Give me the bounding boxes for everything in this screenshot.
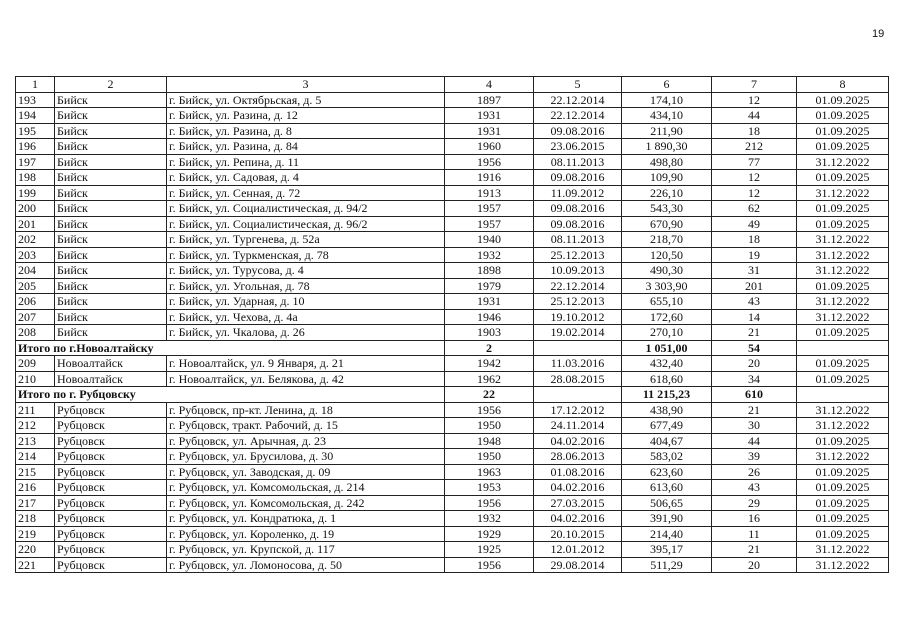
year-built-cell: 1925 [445,542,534,558]
residents-count-cell: 12 [712,92,797,108]
deadline-date-cell: 31.12.2022 [797,185,889,201]
inspection-date-cell: 04.02.2016 [534,480,622,496]
row-number-cell: 200 [16,201,55,217]
deadline-date-cell: 31.12.2022 [797,557,889,573]
address-cell: г. Рубцовск, ул. Кондратюка, д. 1 [167,511,445,527]
subtotal-row [16,387,889,403]
year-built-cell: 1957 [445,216,534,232]
row-number-cell: 205 [16,278,55,294]
inspection-date-cell: 04.02.2016 [534,511,622,527]
inspection-date-cell: 11.03.2016 [534,356,622,372]
row-number-cell: 197 [16,154,55,170]
row-number-cell: 194 [16,108,55,124]
city-name-cell: Бийск [55,185,167,201]
residents-count-cell: 201 [712,278,797,294]
deadline-date-cell: 31.12.2022 [797,232,889,248]
deadline-date-cell: 01.09.2025 [797,495,889,511]
table-body [16,92,889,573]
inspection-date-cell: 08.11.2013 [534,232,622,248]
area-cell: 490,30 [622,263,712,279]
year-built-cell: 1913 [445,185,534,201]
year-built-cell: 1931 [445,123,534,139]
address-cell: г. Бийск, ул. Разина, д. 84 [167,139,445,155]
table-row [16,108,889,124]
address-cell: г. Бийск, ул. Репина, д. 11 [167,154,445,170]
row-number-cell: 217 [16,495,55,511]
residents-count-cell: 11 [712,526,797,542]
city-name-cell: Рубцовск [55,418,167,434]
inspection-date-cell: 29.08.2014 [534,557,622,573]
subtotal-area: 1 051,00 [622,340,712,356]
inspection-date-cell: 19.02.2014 [534,325,622,341]
deadline-date-cell: 01.09.2025 [797,371,889,387]
year-built-cell: 1931 [445,108,534,124]
year-built-cell: 1956 [445,154,534,170]
column-number-7: 7 [712,77,797,93]
table-row [16,402,889,418]
area-cell: 543,30 [622,201,712,217]
table-row [16,247,889,263]
inspection-date-cell: 25.12.2013 [534,247,622,263]
inspection-date-cell: 09.08.2016 [534,201,622,217]
address-cell: г. Бийск, ул. Социалистическая, д. 94/2 [167,201,445,217]
inspection-date-cell: 25.12.2013 [534,294,622,310]
row-number-cell: 208 [16,325,55,341]
row-number-cell: 201 [16,216,55,232]
address-cell: г. Бийск, ул. Социалистическая, д. 96/2 [167,216,445,232]
city-name-cell: Рубцовск [55,511,167,527]
column-number-6: 6 [622,77,712,93]
inspection-date-cell: 27.03.2015 [534,495,622,511]
residents-count-cell: 18 [712,123,797,139]
row-number-cell: 206 [16,294,55,310]
city-name-cell: Новоалтайск [55,371,167,387]
address-cell: г. Бийск, ул. Угольная, д. 78 [167,278,445,294]
row-number-cell: 196 [16,139,55,155]
city-name-cell: Бийск [55,216,167,232]
deadline-date-cell: 31.12.2022 [797,294,889,310]
area-cell: 613,60 [622,480,712,496]
city-name-cell: Рубцовск [55,449,167,465]
city-name-cell: Бийск [55,325,167,341]
city-name-cell: Рубцовск [55,480,167,496]
deadline-date-cell: 31.12.2022 [797,263,889,279]
row-number-cell: 215 [16,464,55,480]
address-cell: г. Новоалтайск, ул. 9 Января, д. 21 [167,356,445,372]
area-cell: 226,10 [622,185,712,201]
residents-count-cell: 21 [712,542,797,558]
subtotal-residents-count: 610 [712,387,797,403]
year-built-cell: 1963 [445,464,534,480]
area-cell: 218,70 [622,232,712,248]
address-cell: г. Бийск, ул. Чкалова, д. 26 [167,325,445,341]
address-cell: г. Рубцовск, ул. Заводская, д. 09 [167,464,445,480]
residents-count-cell: 44 [712,108,797,124]
table-row [16,263,889,279]
address-cell: г. Бийск, ул. Садовая, д. 4 [167,170,445,186]
area-cell: 1 890,30 [622,139,712,155]
column-number-8: 8 [797,77,889,93]
deadline-date-cell: 01.09.2025 [797,108,889,124]
city-name-cell: Рубцовск [55,542,167,558]
row-number-cell: 218 [16,511,55,527]
address-cell: г. Бийск, ул. Разина, д. 8 [167,123,445,139]
city-name-cell: Рубцовск [55,495,167,511]
city-name-cell: Рубцовск [55,402,167,418]
year-built-cell: 1956 [445,495,534,511]
inspection-date-cell: 24.11.2014 [534,418,622,434]
deadline-date-cell: 01.09.2025 [797,433,889,449]
subtotal-deadline-date [797,340,889,356]
table-row [16,433,889,449]
residents-count-cell: 19 [712,247,797,263]
inspection-date-cell: 10.09.2013 [534,263,622,279]
table-row [16,170,889,186]
year-built-cell: 1956 [445,557,534,573]
subtotal-residents-count: 54 [712,340,797,356]
residents-count-cell: 26 [712,464,797,480]
table-row [16,480,889,496]
table-row [16,526,889,542]
deadline-date-cell: 01.09.2025 [797,356,889,372]
year-built-cell: 1948 [445,433,534,449]
area-cell: 623,60 [622,464,712,480]
area-cell: 498,80 [622,154,712,170]
address-cell: г. Рубцовск, пр-кт. Ленина, д. 18 [167,402,445,418]
year-built-cell: 1979 [445,278,534,294]
residents-count-cell: 43 [712,294,797,310]
area-cell: 655,10 [622,294,712,310]
table-row [16,511,889,527]
area-cell: 583,02 [622,449,712,465]
table-row [16,495,889,511]
table-row [16,92,889,108]
inspection-date-cell: 01.08.2016 [534,464,622,480]
row-number-cell: 195 [16,123,55,139]
year-built-cell: 1903 [445,325,534,341]
city-name-cell: Рубцовск [55,526,167,542]
residents-count-cell: 20 [712,557,797,573]
deadline-date-cell: 31.12.2022 [797,418,889,434]
city-name-cell: Новоалтайск [55,356,167,372]
column-number-4: 4 [445,77,534,93]
subtotal-year-built: 22 [445,387,534,403]
table-row [16,232,889,248]
address-cell: г. Рубцовск, ул. Комсомольская, д. 242 [167,495,445,511]
row-number-cell: 214 [16,449,55,465]
inspection-date-cell: 19.10.2012 [534,309,622,325]
subtotal-year-built: 2 [445,340,534,356]
table-row [16,278,889,294]
area-cell: 214,40 [622,526,712,542]
area-cell: 670,90 [622,216,712,232]
row-number-cell: 216 [16,480,55,496]
deadline-date-cell: 31.12.2022 [797,449,889,465]
deadline-date-cell: 01.09.2025 [797,201,889,217]
row-number-cell: 193 [16,92,55,108]
area-cell: 3 303,90 [622,278,712,294]
residents-count-cell: 44 [712,433,797,449]
row-number-cell: 198 [16,170,55,186]
area-cell: 172,60 [622,309,712,325]
residents-count-cell: 21 [712,402,797,418]
deadline-date-cell: 01.09.2025 [797,92,889,108]
deadline-date-cell: 31.12.2022 [797,402,889,418]
residents-count-cell: 77 [712,154,797,170]
year-built-cell: 1946 [445,309,534,325]
address-cell: г. Бийск, ул. Сенная, д. 72 [167,185,445,201]
address-cell: г. Бийск, ул. Туркменская, д. 78 [167,247,445,263]
residents-count-cell: 20 [712,356,797,372]
address-cell: г. Новоалтайск, ул. Белякова, д. 42 [167,371,445,387]
deadline-date-cell: 01.09.2025 [797,216,889,232]
row-number-cell: 204 [16,263,55,279]
city-name-cell: Бийск [55,92,167,108]
column-number-row [16,77,889,93]
city-name-cell: Бийск [55,139,167,155]
table-row [16,123,889,139]
table-row [16,418,889,434]
residents-count-cell: 62 [712,201,797,217]
table-row [16,464,889,480]
residents-count-cell: 34 [712,371,797,387]
inspection-date-cell: 20.10.2015 [534,526,622,542]
area-cell: 511,29 [622,557,712,573]
year-built-cell: 1898 [445,263,534,279]
address-cell: г. Бийск, ул. Чехова, д. 4а [167,309,445,325]
city-name-cell: Бийск [55,108,167,124]
city-name-cell: Бийск [55,123,167,139]
year-built-cell: 1956 [445,402,534,418]
area-cell: 270,10 [622,325,712,341]
table-row [16,185,889,201]
address-cell: г. Бийск, ул. Тургенева, д. 52а [167,232,445,248]
row-number-cell: 202 [16,232,55,248]
year-built-cell: 1953 [445,480,534,496]
inspection-date-cell: 22.12.2014 [534,108,622,124]
year-built-cell: 1960 [445,139,534,155]
residents-count-cell: 12 [712,170,797,186]
year-built-cell: 1957 [445,201,534,217]
residents-count-cell: 21 [712,325,797,341]
address-cell: г. Бийск, ул. Октябрьская, д. 5 [167,92,445,108]
deadline-date-cell: 31.12.2022 [797,542,889,558]
row-number-cell: 203 [16,247,55,263]
inspection-date-cell: 08.11.2013 [534,154,622,170]
residents-count-cell: 12 [712,185,797,201]
row-number-cell: 209 [16,356,55,372]
area-cell: 404,67 [622,433,712,449]
address-cell: г. Бийск, ул. Ударная, д. 10 [167,294,445,310]
inspection-date-cell: 28.08.2015 [534,371,622,387]
address-cell: г. Рубцовск, ул. Короленко, д. 19 [167,526,445,542]
year-built-cell: 1929 [445,526,534,542]
deadline-date-cell: 01.09.2025 [797,526,889,542]
column-number-2: 2 [55,77,167,93]
table-row [16,139,889,155]
city-name-cell: Бийск [55,201,167,217]
residents-count-cell: 18 [712,232,797,248]
city-name-cell: Бийск [55,170,167,186]
subtotal-inspection-date [534,340,622,356]
residents-count-cell: 30 [712,418,797,434]
table-row [16,557,889,573]
residents-count-cell: 29 [712,495,797,511]
year-built-cell: 1932 [445,511,534,527]
area-cell: 391,90 [622,511,712,527]
table-row [16,356,889,372]
row-number-cell: 221 [16,557,55,573]
area-cell: 395,17 [622,542,712,558]
table-row [16,154,889,170]
inspection-date-cell: 23.06.2015 [534,139,622,155]
row-number-cell: 219 [16,526,55,542]
address-cell: г. Рубцовск, ул. Брусилова, д. 30 [167,449,445,465]
column-number-3: 3 [167,77,445,93]
table-row [16,325,889,341]
row-number-cell: 220 [16,542,55,558]
address-cell: г. Бийск, ул. Турусова, д. 4 [167,263,445,279]
deadline-date-cell: 01.09.2025 [797,464,889,480]
row-number-cell: 207 [16,309,55,325]
table-row [16,201,889,217]
row-number-cell: 211 [16,402,55,418]
area-cell: 174,10 [622,92,712,108]
subtotal-label: Итого по г.Новоалтайску [16,340,445,356]
deadline-date-cell: 01.09.2025 [797,139,889,155]
address-cell: г. Рубцовск, ул. Крупской, д. 117 [167,542,445,558]
city-name-cell: Бийск [55,309,167,325]
address-cell: г. Рубцовск, ул. Ломоносова, д. 50 [167,557,445,573]
column-number-5: 5 [534,77,622,93]
subtotal-deadline-date [797,387,889,403]
column-number-1: 1 [16,77,55,93]
residents-count-cell: 43 [712,480,797,496]
city-name-cell: Рубцовск [55,557,167,573]
city-name-cell: Бийск [55,263,167,279]
year-built-cell: 1962 [445,371,534,387]
area-cell: 120,50 [622,247,712,263]
table-row [16,309,889,325]
residents-count-cell: 31 [712,263,797,279]
deadline-date-cell: 31.12.2022 [797,309,889,325]
deadline-date-cell: 01.09.2025 [797,123,889,139]
residents-count-cell: 49 [712,216,797,232]
year-built-cell: 1950 [445,418,534,434]
year-built-cell: 1916 [445,170,534,186]
inspection-date-cell: 28.06.2013 [534,449,622,465]
inspection-date-cell: 12.01.2012 [534,542,622,558]
inspection-date-cell: 09.08.2016 [534,170,622,186]
area-cell: 434,10 [622,108,712,124]
housing-registry-table [15,76,889,573]
table-row [16,371,889,387]
residents-count-cell: 16 [712,511,797,527]
deadline-date-cell: 01.09.2025 [797,170,889,186]
subtotal-label: Итого по г. Рубцовску [16,387,445,403]
deadline-date-cell: 01.09.2025 [797,480,889,496]
table-row [16,542,889,558]
subtotal-inspection-date [534,387,622,403]
address-cell: г. Рубцовск, ул. Арычная, д. 23 [167,433,445,449]
subtotal-area: 11 215,23 [622,387,712,403]
residents-count-cell: 212 [712,139,797,155]
year-built-cell: 1931 [445,294,534,310]
inspection-date-cell: 17.12.2012 [534,402,622,418]
city-name-cell: Бийск [55,232,167,248]
city-name-cell: Бийск [55,278,167,294]
area-cell: 432,40 [622,356,712,372]
inspection-date-cell: 09.08.2016 [534,216,622,232]
city-name-cell: Рубцовск [55,433,167,449]
deadline-date-cell: 01.09.2025 [797,511,889,527]
inspection-date-cell: 04.02.2016 [534,433,622,449]
inspection-date-cell: 22.12.2014 [534,92,622,108]
address-cell: г. Рубцовск, тракт. Рабочий, д. 15 [167,418,445,434]
inspection-date-cell: 22.12.2014 [534,278,622,294]
area-cell: 109,90 [622,170,712,186]
city-name-cell: Бийск [55,247,167,263]
table-row [16,449,889,465]
address-cell: г. Рубцовск, ул. Комсомольская, д. 214 [167,480,445,496]
row-number-cell: 212 [16,418,55,434]
row-number-cell: 213 [16,433,55,449]
deadline-date-cell: 31.12.2022 [797,154,889,170]
row-number-cell: 199 [16,185,55,201]
address-cell: г. Бийск, ул. Разина, д. 12 [167,108,445,124]
table-row [16,294,889,310]
area-cell: 677,49 [622,418,712,434]
table-row [16,216,889,232]
deadline-date-cell: 01.09.2025 [797,278,889,294]
row-number-cell: 210 [16,371,55,387]
city-name-cell: Бийск [55,154,167,170]
year-built-cell: 1897 [445,92,534,108]
year-built-cell: 1940 [445,232,534,248]
subtotal-row [16,340,889,356]
inspection-date-cell: 09.08.2016 [534,123,622,139]
year-built-cell: 1932 [445,247,534,263]
area-cell: 211,90 [622,123,712,139]
area-cell: 618,60 [622,371,712,387]
city-name-cell: Бийск [55,294,167,310]
deadline-date-cell: 01.09.2025 [797,325,889,341]
city-name-cell: Рубцовск [55,464,167,480]
residents-count-cell: 14 [712,309,797,325]
page-number: 19 [872,28,885,40]
year-built-cell: 1942 [445,356,534,372]
area-cell: 506,65 [622,495,712,511]
residents-count-cell: 39 [712,449,797,465]
year-built-cell: 1950 [445,449,534,465]
area-cell: 438,90 [622,402,712,418]
inspection-date-cell: 11.09.2012 [534,185,622,201]
deadline-date-cell: 31.12.2022 [797,247,889,263]
